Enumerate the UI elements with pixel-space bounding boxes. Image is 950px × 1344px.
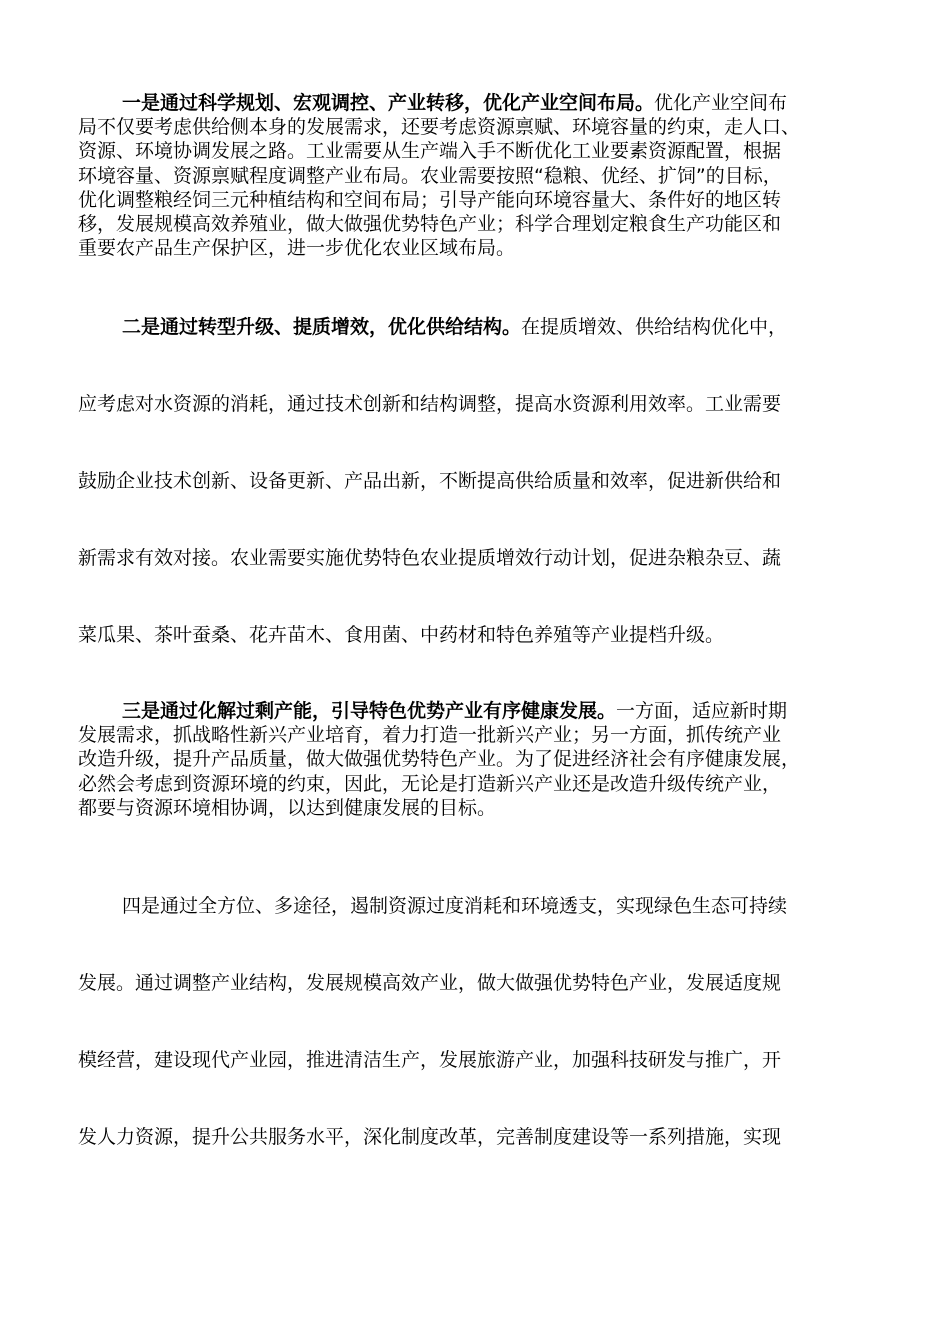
paragraph-line: 发展。通过调整产业结构，发展规模高效产业，做大做强优势特色产业，发展适度规 — [78, 972, 782, 994]
paragraph-line — [78, 91, 878, 115]
paragraph-line: 资源、环境协调发展之路。工业需要从生产端入手不断优化工业要素资源配置，根据 — [78, 140, 782, 163]
paragraph-2 — [78, 289, 878, 674]
paragraph-line: 优化调整粮经饲三元种植结构和空间布局；引导产能向环境容量大、条件好的地区转 — [78, 188, 782, 211]
paragraph-line: 移，发展规模高效养殖业，做大做强优势特色产业；科学合理划定粮食生产功能区和 — [78, 213, 782, 236]
paragraph-3 — [78, 699, 878, 820]
paragraph-line: 模经营，建设现代产业园，推进清洁生产，发展旅游产业，加强科技研发与推广，开 — [78, 1049, 782, 1071]
paragraph-line — [78, 699, 878, 723]
paragraph-text: 在提质增效、供给结构优化中， — [521, 316, 788, 338]
paragraph-text: 优化产业空间布 — [654, 92, 788, 114]
paragraph-line: 必然会考虑到资源环境的约束，因此，无论是打造新兴产业还是改造升级传统产业， — [78, 772, 782, 795]
paragraph-text: 一方面，适应新时期 — [616, 700, 788, 722]
paragraph-line: 应考虑对水资源的消耗，通过技术创新和结构调整，提高水资源利用效率。工业需要 — [78, 393, 782, 415]
paragraph-heading: 二是通过转型升级、提质增效，优化供给结构。 — [122, 316, 522, 338]
paragraph-1 — [78, 91, 878, 260]
paragraph-line: 新需求有效对接。农业需要实施优势特色农业提质增效行动计划，促进杂粮杂豆、蔬 — [78, 547, 782, 569]
paragraph-line: 发展需求，抓战略性新兴产业培育，着力打造一批新兴产业；另一方面，抓传统产业 — [78, 724, 782, 747]
paragraph-line: 发人力资源，提升公共服务水平，深化制度改革，完善制度建设等一系列措施，实现 — [78, 1126, 782, 1148]
paragraph-line — [78, 289, 878, 366]
paragraph-4 — [78, 868, 878, 1176]
paragraph-line: 改造升级，提升产品质量，做大做强优势特色产业。为了促进经济社会有序健康发展， — [78, 748, 801, 771]
paragraph-line: 菜瓜果、茶叶蚕桑、花卉苗木、食用菌、中药材和特色养殖等产业提档升级。 — [78, 624, 725, 646]
paragraph-text: 四是通过全方位、多途径，遏制资源过度消耗和环境透支，实现绿色生态可持续 — [122, 895, 788, 917]
paragraph-heading: 一是通过科学规划、宏观调控、产业转移，优化产业空间布局。 — [122, 92, 655, 114]
paragraph-heading: 三是通过化解过剩产能，引导特色优势产业有序健康发展。 — [122, 700, 617, 722]
paragraph-line: 环境容量、资源禀赋程度调整产业布局。农业需要按照“稳粮、优经、扩饲”的目标， — [78, 164, 782, 187]
paragraph-line: 鼓励企业技术创新、设备更新、产品出新，不断提高供给质量和效率，促进新供给和 — [78, 470, 782, 492]
paragraph-line: 都要与资源环境相协调，以达到健康发展的目标。 — [78, 796, 497, 819]
paragraph-line: 局不仅要考虑供给侧本身的发展需求，还要考虑资源禀赋、环境容量的约束，走人口、 — [78, 116, 801, 139]
paragraph-line: 重要农产品生产保护区，进一步优化农业区域布局。 — [78, 237, 516, 260]
paragraph-line — [78, 868, 878, 945]
